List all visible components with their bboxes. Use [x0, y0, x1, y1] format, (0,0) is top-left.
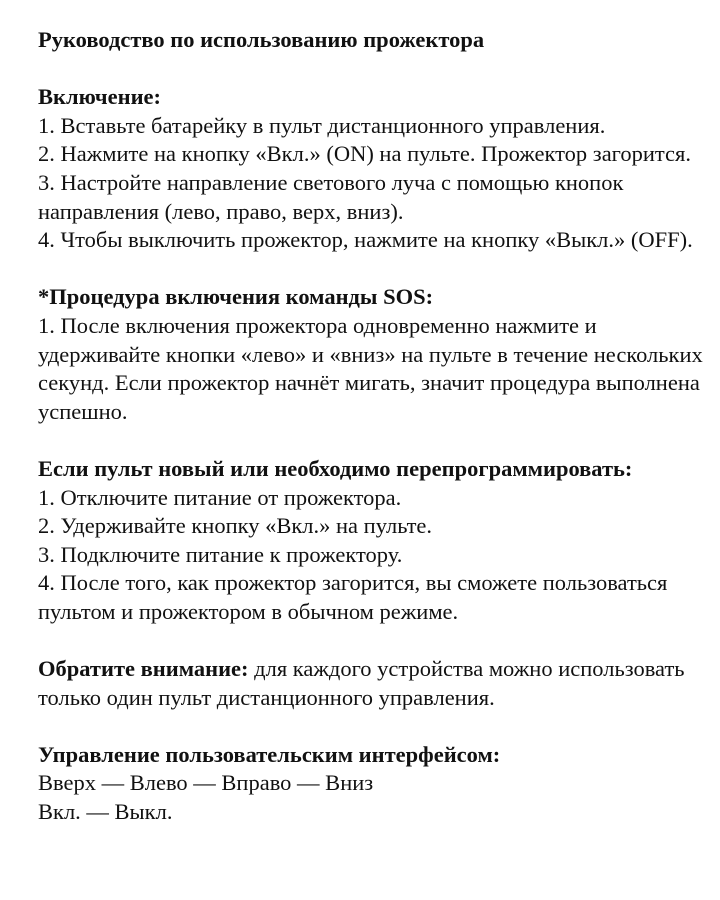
section-heading-sos: *Процедура включения команды SOS: [38, 284, 434, 310]
spacer [38, 626, 713, 655]
instruction-line: 3. Подключите питание к прожектору. [38, 541, 403, 567]
instruction-line: 2. Нажмите на кнопку «Вкл.» (ON) на пульте. Прожектор загорится. [38, 141, 691, 167]
note-label: Обратите внимание: [38, 656, 249, 682]
control-line: Вверх — Влево — Вправо — Вниз [38, 770, 374, 796]
document-title: Руководство по использованию прожектора [38, 27, 485, 52]
spacer [38, 55, 713, 84]
instruction-line: 2. Удерживайте кнопку «Вкл.» на пульте. [38, 513, 433, 539]
section-heading-reprogram: Если пульт новый или необходимо перепрограммировать: [38, 455, 633, 481]
section-heading-power-on: Включение: [38, 84, 162, 110]
section-heading-ui-control: Управление пользовательским интерфейсом: [38, 741, 501, 767]
note-paragraph [38, 655, 713, 712]
spacer [38, 255, 713, 284]
document [38, 26, 713, 827]
control-line: Вкл. — Выкл. [38, 799, 173, 825]
instruction-line: 4. Чтобы выключить прожектор, нажмите на кнопку «Выкл.» (OFF). [38, 227, 693, 253]
instruction-line: 1. Отключите питание от прожектора. [38, 484, 402, 510]
instruction-line: 3. Настройте направление светового луча с помощью кнопок направления (лево, право, верх, вниз). [38, 169, 624, 224]
instruction-line: 1. Вставьте батарейку в пульт дистанционного управления. [38, 112, 606, 138]
instruction-line: 4. После того, как прожектор загорится, вы сможете пользоваться пультом и прожектором в обычном режиме. [38, 570, 668, 624]
spacer [38, 712, 713, 741]
instruction-line: 1. После включения прожектора одновременно нажмите и удерживайте кнопки «лево» и «вниз» на пульте в течение нескольких секунд. Если прожектор начнёт мигать, значит процедура выполнена успешно. [38, 312, 703, 424]
note-text: для каждого устройства можно использовать только один пульт дистанционного управления. [38, 656, 685, 710]
spacer [38, 426, 713, 455]
